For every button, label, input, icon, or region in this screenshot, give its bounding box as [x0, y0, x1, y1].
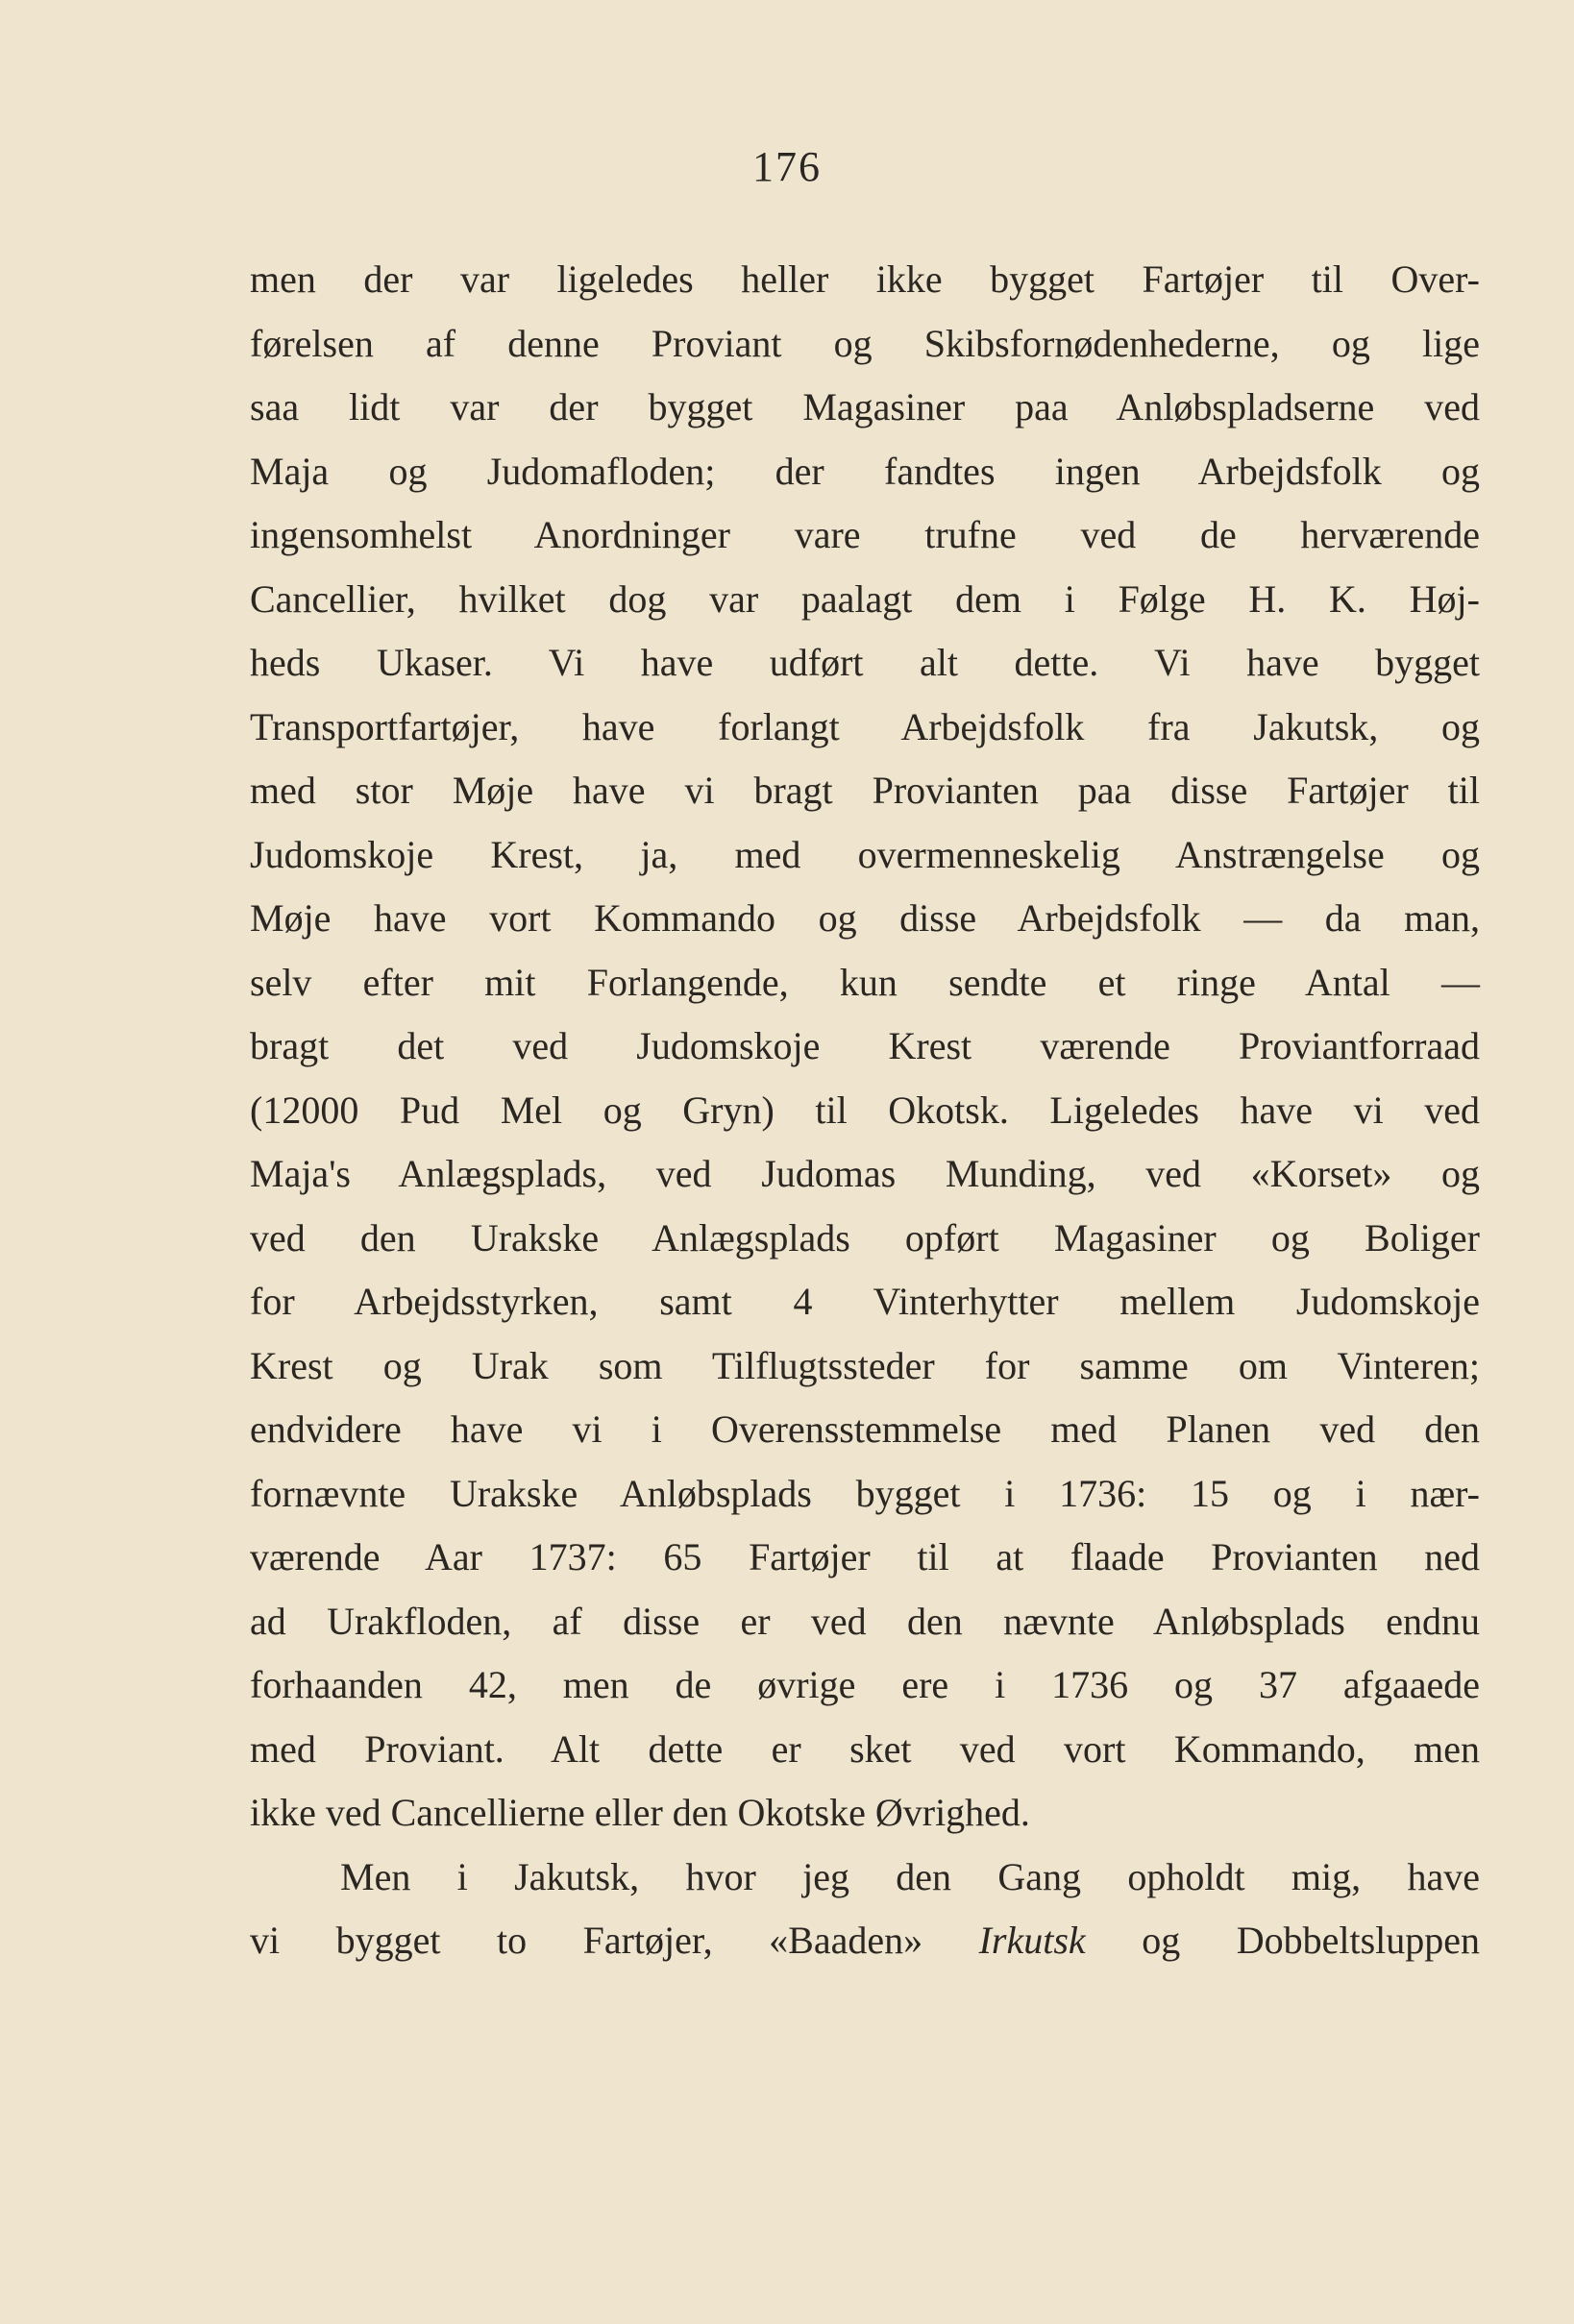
text-line: men der var ligeledes heller ikke bygget Fartøjer til Over- — [250, 257, 1480, 301]
text-line: førelsen af denne Proviant og Skibsfornødenhederne, og lige — [250, 321, 1480, 365]
text-line: (12000 Pud Mel og Gryn) til Okotsk. Ligeledes have vi ved — [250, 1088, 1480, 1132]
text-line: værende Aar 1737: 65 Fartøjer til at flaade Provianten ned — [250, 1535, 1480, 1578]
text-line: Møje have vort Kommando og disse Arbejdsfolk — da man, — [250, 896, 1480, 940]
italic-ship-name: Irkutsk — [978, 1919, 1086, 1962]
text-line: endvidere have vi i Overensstemmelse med Planen ved den — [250, 1407, 1480, 1451]
text-line: Maja og Judomafloden; der fandtes ingen Arbejdsfolk og — [250, 449, 1480, 493]
text-line: for Arbejdsstyrken, samt 4 Vinterhytter mellem Judomskoje — [250, 1280, 1480, 1323]
text-line: bragt det ved Judomskoje Krest værende Proviantforraad — [250, 1024, 1480, 1067]
text-line-final — [250, 1909, 1480, 1973]
body-text — [250, 248, 1480, 1973]
text-line: ad Urakfloden, af disse er ved den nævnte Anløbsplads endnu — [250, 1599, 1480, 1643]
text-line: saa lidt var der bygget Magasiner paa Anløbspladserne ved — [250, 385, 1480, 428]
text-line: ingensomhelst Anordninger vare trufne ved de herværende — [250, 513, 1480, 556]
final-line-start: vi bygget to Fartøjer, «Baaden» — [250, 1919, 923, 1962]
text-line: Maja's Anlægsplads, ved Judomas Munding, ved «Korset» og — [250, 1152, 1480, 1195]
final-line-end: og Dobbeltsluppen — [1142, 1919, 1481, 1962]
text-line: ved den Urakske Anlægsplads opført Magasiner og Boliger — [250, 1215, 1480, 1260]
paragraph-end-line: ikke ved Cancellierne eller den Okotske Øvrighed. — [250, 1791, 1030, 1834]
text-line: Cancellier, hvilket dog var paalagt dem i Følge H. K. Høj- — [250, 576, 1480, 621]
page-number: 176 — [752, 143, 822, 190]
text-line: selv efter mit Forlangende, kun sendte et ringe Antal — — [250, 960, 1480, 1004]
text-line: med Proviant. Alt dette er sket ved vort Kommando, men — [250, 1726, 1480, 1771]
text-line: fornævnte Urakske Anløbsplads bygget i 1736: 15 og i nær- — [250, 1471, 1480, 1515]
paragraph-start-line: Men i Jakutsk, hvor jeg den Gang opholdt mig, have — [340, 1854, 1480, 1898]
text-line: Judomskoje Krest, ja, med overmenneskelig Anstrængelse og — [250, 832, 1480, 876]
text-line: heds Ukaser. Vi have udført alt dette. Vi have bygget — [250, 641, 1480, 684]
text-line: forhaanden 42, men de øvrige ere i 1736 og 37 afgaaede — [250, 1663, 1480, 1706]
text-line: Krest og Urak som Tilflugtssteder for samme om Vinteren; — [250, 1343, 1480, 1387]
text-line: med stor Møje have vi bragt Provianten paa disse Fartøjer til — [250, 769, 1480, 812]
text-line: Transportfartøjer, have forlangt Arbejdsfolk fra Jakutsk, og — [250, 704, 1480, 748]
